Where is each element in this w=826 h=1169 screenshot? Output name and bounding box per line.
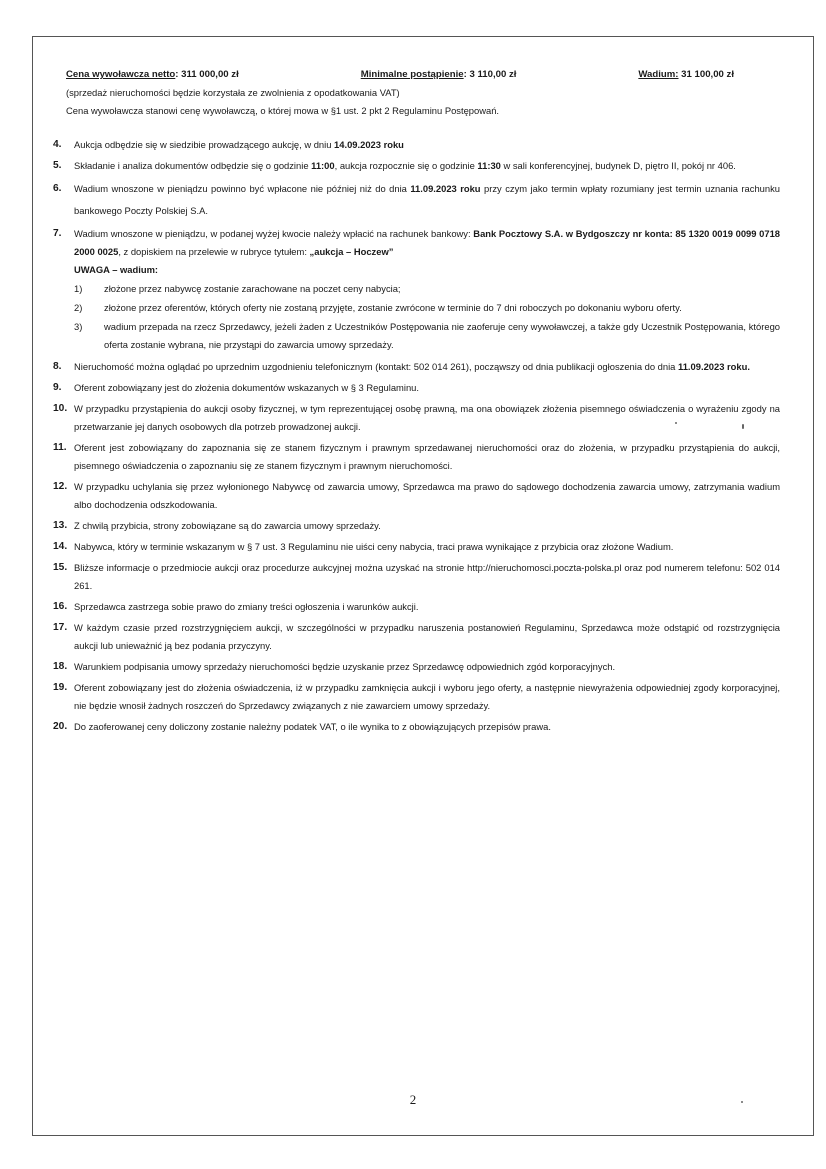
minimum-increment: Minimalne postąpienie: 3 110,00 zł	[360, 69, 517, 80]
page-number: 2	[409, 1092, 417, 1107]
sub-list-item: 2) złożone przez oferentów, których oferty nie zostaną przyjęte, zostanie zwrócone w terminie do 7 dni roboczych po dokonaniu wyboru oferty.	[74, 302, 682, 313]
list-item: 18. Warunkiem podpisania umowy sprzedaży nieruchomości będzie uzyskanie przez Sprzedawcę odpowiednich zgód korporacyjnych.	[53, 661, 616, 672]
list-item: 5. Składanie i analiza dokumentów odbędzie się o godzinie 11:00, aukcja rozpocznie się o godzinie 11:30 w sali konferencyjnej, budynek D, piętro II, pokój nr 406.	[53, 160, 736, 171]
price-summary-line	[66, 66, 780, 84]
list-item: 7. Wadium wnoszone w pieniądzu, w podanej wyżej kwocie należy wpłacić na rachunek bankowy: Bank Pocztowy S.A. w Bydgoszczy nr konta: 85 1320 0019 0099 0718 2000 0025, z dopiskiem na przelewie w rubryce tytułem: „aukcja – Hoczew” UWAGA – wadium: 1) złożone przez nabywcę zostanie zarachowane na poczet ceny nabycia; 2) złożone przez oferentów, których oferty nie zostaną przyjęte, zostanie zwrócone w terminie do 7 dni roboczych po dokonaniu wyboru oferty. 3) wadium przepada na rzecz Sprzedawcy, jeżeli żaden z Uczestników Postępowania nie zaoferuje ceny wywoławczej, a także gdy Uczestnik Postępowania, którego oferta zostanie wybrana, nie przystąpi do zawarcia umowy sprzedaży.	[53, 225, 780, 355]
deposit-rules	[74, 280, 780, 354]
list-item: 12. W przypadku uchylania się przez wyłonionego Nabywcę od zawarcia umowy, Sprzedawca ma prawo do sądowego dochodzenia zawarcia umowy, zatrzymania wadium albo dochodzenia odszkodowania.	[53, 481, 780, 510]
list-item: 17. W każdym czasie przed rozstrzygnięciem aukcji, w szczególności w przypadku naruszenia postanowień Regulaminu, Sprzedawca może odstąpić od rozstrzygnięcia aukcji lub unieważnić ją bez podania przyczyny.	[53, 622, 780, 651]
scan-speck	[741, 1101, 743, 1103]
deposit-warning-heading: UWAGA – wadium:	[74, 264, 159, 275]
list-item: 19. Oferent zobowiązany jest do złożenia oświadczenia, iż w przypadku zamknięcia aukcji i wyboru jego oferty, a następnie niewyrażenia odpowiedniej zgody korporacyjnej, nie będzie wnosił żadnych roszczeń do Sprzedawcy związanych z nie zawarciem umowy sprzedaży.	[53, 682, 780, 711]
vat-note: (sprzedaż nieruchomości będzie korzystała ze zwolnienia z opodatkowania VAT)	[66, 87, 400, 98]
list-item: 11. Oferent jest zobowiązany do zapoznania się ze stanem fizycznym i prawnym sprzedawanej nieruchomości oraz do złożenia, w przypadku przystąpienia do aukcji, pisemnego oświadczenia o zapoznaniu się ze stanem fizycznym i prawnym nieruchomości.	[53, 442, 780, 471]
starting-price: Cena wywoławcza netto: 311 000,00 zł	[66, 69, 239, 80]
list-item: 14. Nabywca, który w terminie wskazanym w § 7 ust. 3 Regulaminu nie uiści ceny nabycia, traci prawa wynikające z przybicia oraz złożone Wadium.	[53, 541, 674, 552]
list-item: 13. Z chwilą przybicia, strony zobowiązane są do zawarcia umowy sprzedaży.	[53, 520, 381, 531]
list-item: 4. Aukcja odbędzie się w siedzibie prowadzącego aukcję, w dniu 14.09.2023 roku	[53, 139, 404, 150]
deposit-amount: Wadium: 31 100,00 zł	[638, 69, 734, 80]
list-item: 10. W przypadku przystąpienia do aukcji osoby fizycznej, w tym reprezentującej osobę prawną, ma ona obowiązek złożenia pisemnego oświadczenia o wyrażeniu zgody na przetwarzanie jej danych osobowych dla potrzeb prowadzonej aukcji.	[53, 403, 780, 432]
list-item: 20. Do zaoferowanej ceny doliczony zostanie należny podatek VAT, o ile wynika to z obowiązujących przepisów prawa.	[53, 721, 551, 732]
scan-speck	[675, 422, 677, 424]
sub-list-item: 3) wadium przepada na rzecz Sprzedawcy, jeżeli żaden z Uczestników Postępowania nie zaoferuje ceny wywoławczej, a także gdy Uczestnik Postępowania, którego oferta zostanie wybrana, nie przystąpi do zawarcia umowy sprzedaży.	[74, 321, 780, 350]
document-body	[53, 66, 781, 739]
list-item: 16. Sprzedawca zastrzega sobie prawo do zmiany treści ogłoszenia i warunków aukcji.	[53, 601, 419, 612]
list-item: 15. Bliższe informacje o przedmiocie aukcji oraz procedurze aukcyjnej można uzyskać na stronie http://nieruchomosci.poczta-polska.pl oraz pod numerem telefonu: 502 014 261.	[53, 562, 780, 591]
list-item: 6. Wadium wnoszone w pieniądzu powinno być wpłacone nie później niż do dnia 11.09.2023 roku przy czym jako termin wpłaty rozumiany jest termin uznania rachunku bankowego Poczty Polskiej S.A.	[53, 183, 780, 216]
price-note: Cena wywoławcza stanowi cenę wywoławczą, o której mowa w §1 ust. 2 pkt 2 Regulaminu Postępowań.	[66, 105, 500, 116]
scan-speck	[742, 424, 744, 429]
conditions-list	[53, 136, 780, 736]
list-item: 9. Oferent zobowiązany jest do złożenia dokumentów wskazanych w § 3 Regulaminu.	[53, 382, 419, 393]
list-item: 8. Nieruchomość można oglądać po uprzednim uzgodnieniu telefonicznym (kontakt: 502 014 261), począwszy od dnia publikacji ogłoszenia do dnia 11.09.2023 roku.	[53, 361, 750, 372]
sub-list-item: 1) złożone przez nabywcę zostanie zarachowane na poczet ceny nabycia;	[74, 283, 401, 294]
